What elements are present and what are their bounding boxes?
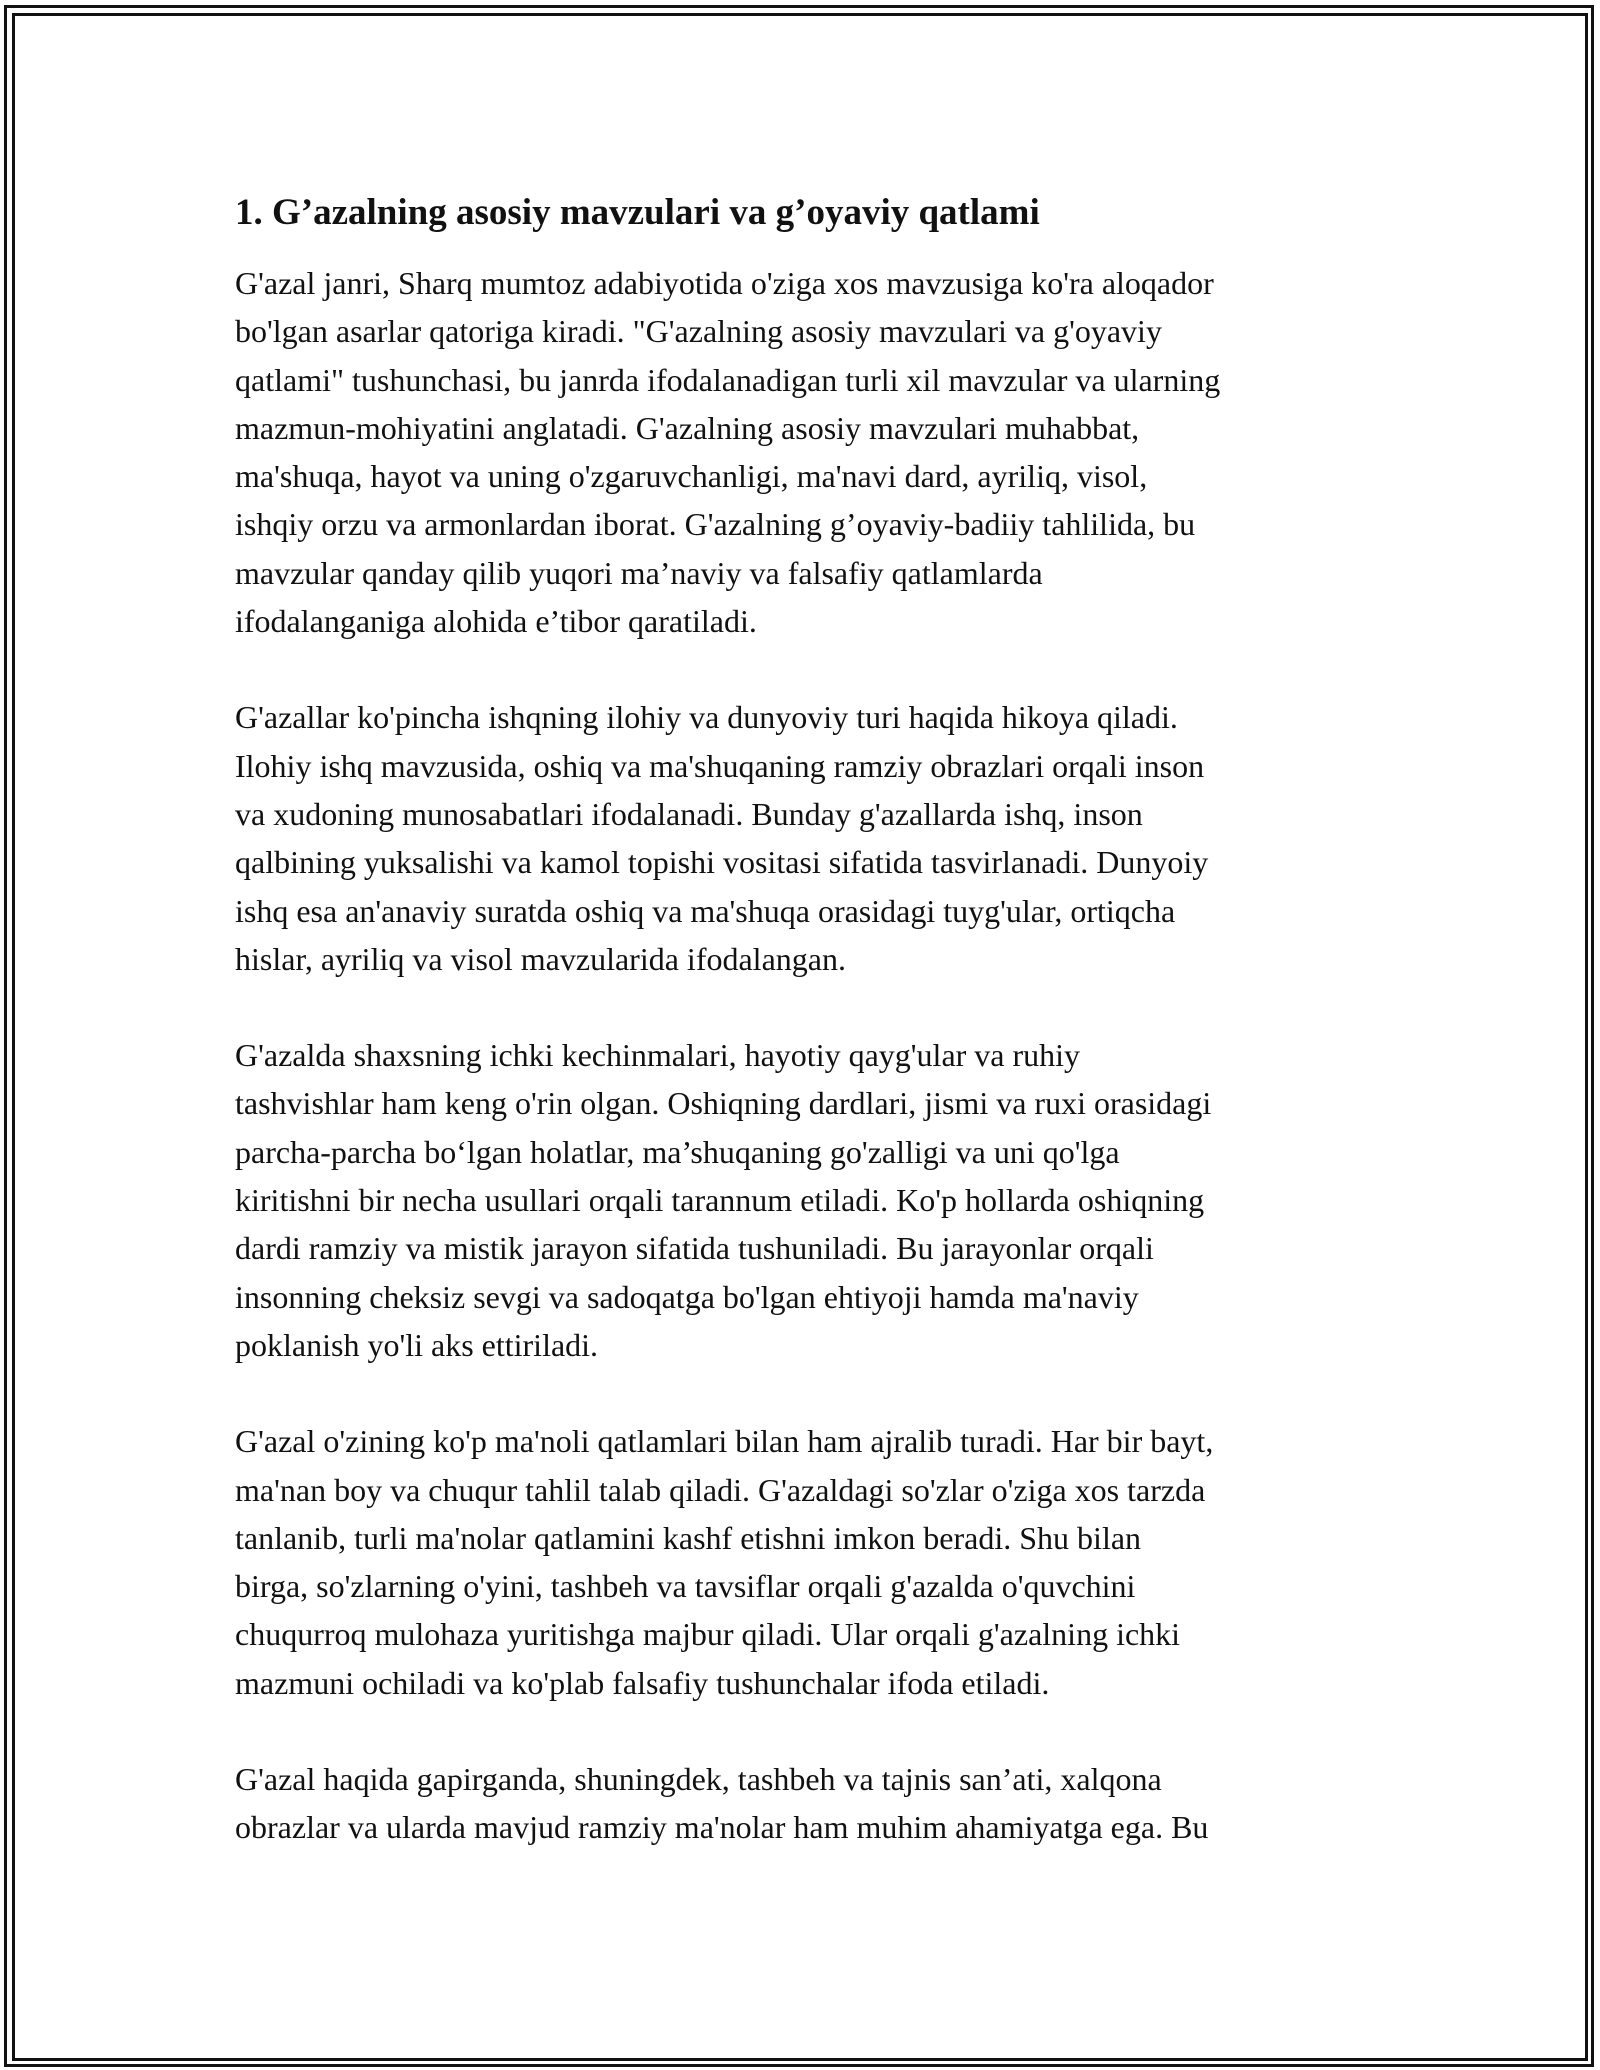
text-line: poklanish yo'li aks ettiriladi. <box>235 1326 599 1363</box>
paragraph-1 <box>235 259 1375 645</box>
text-line: qalbining yuksalishi va kamol topishi vositasi sifatida tasvirlanadi. Dunyoiy <box>235 844 1209 881</box>
text-line: dardi ramziy va mistik jarayon sifatida tushuniladi. Bu jarayonlar orqali <box>235 1230 1154 1267</box>
text-line: hislar, ayriliq va visol mavzularida ifodalangan. <box>235 940 846 977</box>
section-heading: 1. G’azalning asosiy mavzulari va g’oyaviy qatlami <box>235 192 1040 233</box>
text-line: birga, so'zlarning o'yini, tashbeh va tavsiflar orqali g'azalda o'quvchini <box>235 1568 1136 1605</box>
text-line: G'azal o'zining ko'p ma'noli qatlamlari bilan ham ajralib turadi. Har bir bayt, <box>235 1423 1214 1460</box>
text-line: G'azallar ko'pincha ishqning ilohiy va dunyoviy turi haqida hikoya qiladi. <box>235 699 1178 736</box>
text-line: ishq esa an'anaviy suratda oshiq va ma'shuqa orasidagi tuyg'ular, ortiqcha <box>235 892 1176 929</box>
text-line: mazmuni ochiladi va ko'plab falsafiy tushunchalar ifoda etiladi. <box>235 1664 1050 1701</box>
text-line: G'azalda shaxsning ichki kechinmalari, hayotiy qayg'ular va ruhiy <box>235 1037 1081 1074</box>
paragraph-2 <box>235 693 1375 983</box>
paragraph-3 <box>235 1031 1375 1369</box>
text-line: insonning cheksiz sevgi va sadoqatga bo'lgan ehtiyoji hamda ma'naviy <box>235 1278 1139 1315</box>
text-line: ifodalanganiga alohida e’tibor qaratiladi. <box>235 603 757 640</box>
text-line: obrazlar va ularda mavjud ramziy ma'nolar ham muhim ahamiyatga ega. Bu <box>235 1809 1209 1846</box>
text-line: ma'shuqa, hayot va uning o'zgaruvchanligi, ma'navi dard, ayriliq, visol, <box>235 458 1148 495</box>
text-line: chuqurroq mulohaza yuritishga majbur qiladi. Ular orqali g'azalning ichki <box>235 1616 1181 1653</box>
text-line: va xudoning munosabatlari ifodalanadi. Bunday g'azallarda ishq, inson <box>235 795 1143 832</box>
paragraph-4 <box>235 1417 1375 1707</box>
paragraph-5 <box>235 1755 1375 1852</box>
text-line: ishqiy orzu va armonlardan iborat. G'azalning g’oyaviy-badiiy tahlilida, bu <box>235 506 1196 543</box>
text-line: G'azal janri, Sharq mumtoz adabiyotida o'ziga xos mavzusiga ko'ra aloqador <box>235 265 1214 301</box>
document-body <box>235 188 1375 1900</box>
text-line: tashvishlar ham keng o'rin olgan. Oshiqning dardlari, jismi va ruxi orasidagi <box>235 1085 1212 1122</box>
text-line: mazmun-mohiyatini anglatadi. G'azalning asosiy mavzulari muhabbat, <box>235 409 1140 446</box>
text-line: qatlami" tushunchasi, bu janrda ifodalanadigan turli xil mavzular va ularning <box>235 361 1221 398</box>
text-line: G'azal haqida gapirganda, shuningdek, tashbeh va tajnis san’ati, xalqona <box>235 1761 1162 1798</box>
text-line: Ilohiy ishq mavzusida, oshiq va ma'shuqaning ramziy obrazlari orqali inson <box>235 747 1205 784</box>
text-line: mavzular qanday qilib yuqori ma’naviy va falsafiy qatlamlarda <box>235 554 1043 591</box>
text-line: bo'lgan asarlar qatoriga kiradi. "G'azalning asosiy mavzulari va g'oyaviy <box>235 313 1162 350</box>
text-line: ma'nan boy va chuqur tahlil talab qiladi. G'azaldagi so'zlar o'ziga xos tarzda <box>235 1471 1206 1508</box>
text-line: kiritishni bir necha usullari orqali tarannum etiladi. Ko'p hollarda oshiqning <box>235 1182 1205 1219</box>
text-line: tanlanib, turli ma'nolar qatlamini kashf etishni imkon beradi. Shu bilan <box>235 1519 1142 1556</box>
text-line: parcha-parcha bo‘lgan holatlar, ma’shuqaning go'zalligi va uni qo'lga <box>235 1133 1120 1170</box>
